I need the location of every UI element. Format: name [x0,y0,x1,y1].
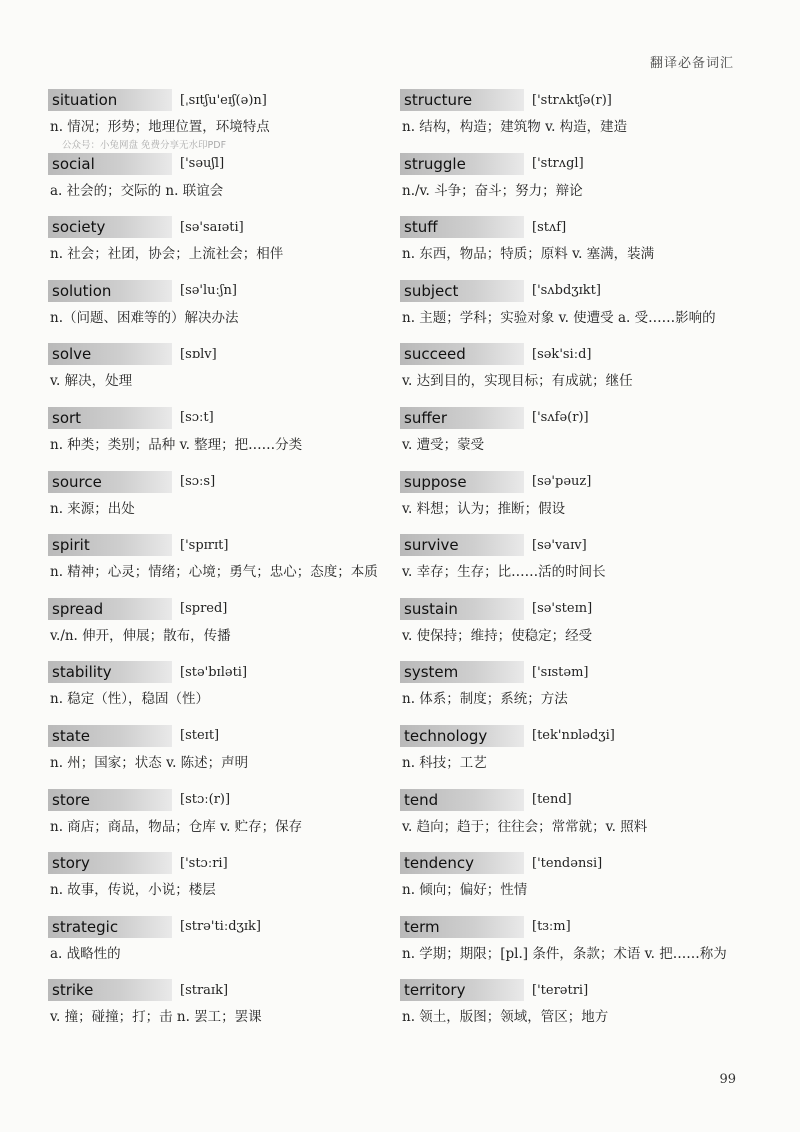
entry-headword-row [48,342,378,366]
definition: a. 战略性的 [50,945,121,962]
definition: a. 社会的；交际的 n. 联谊会 [50,182,224,199]
entry-headword-row [400,279,730,303]
vocab-entry [48,533,378,597]
headword: strategic [48,916,172,938]
headword: source [48,471,172,493]
headword: society [48,216,172,238]
vocab-entry [400,724,730,788]
phonetic-transcription: [spred] [180,601,228,617]
definition: v. 幸存；生存；比……活的时间长 [402,564,606,581]
entry-headword-row [48,406,378,430]
vocab-entry [48,470,378,534]
headword: territory [400,979,524,1001]
vocab-entry [400,88,730,152]
watermark-text: 公众号：小兔网盘 免费分享无水印PDF [62,140,227,151]
vocab-entry [48,279,378,343]
definition: v. 解决，处理 [50,373,133,390]
definition: n. 州；国家；状态 v. 陈述；声明 [50,754,249,771]
entry-headword-row [400,788,730,812]
headword: situation [48,89,172,111]
phonetic-transcription: [tend] [532,792,572,808]
vocab-entry [48,597,378,661]
phonetic-transcription: [strə'tiːdʒɪk] [180,919,261,935]
page-number: 99 [719,1072,736,1087]
phonetic-transcription: [sək'siːd] [532,346,592,362]
phonetic-transcription: ['səuʃl] [180,156,225,172]
vocab-entry [400,915,730,979]
entry-headword-row [400,342,730,366]
entry-headword-row [400,724,730,748]
definition: n. 倾向；偏好；性情 [402,882,528,899]
vocab-entry [48,88,378,152]
headword: spirit [48,534,172,556]
entry-headword-row [400,533,730,557]
definition: n. 学期；期限；[pl.] 条件，条款；术语 v. 把……称为 [402,945,727,962]
headword: spread [48,598,172,620]
headword: sustain [400,598,524,620]
headword: technology [400,725,524,747]
definition: n. 稳定（性），稳固（性） [50,691,210,708]
phonetic-transcription: ['stɔːri] [180,855,228,871]
phonetic-transcription: [sɔːs] [180,474,216,490]
phonetic-transcription: [steɪt] [180,728,220,744]
entry-headword-row [400,88,730,112]
headword: suffer [400,407,524,429]
headword: term [400,916,524,938]
definition: n. 科技；工艺 [402,754,487,771]
vocab-entry [400,342,730,406]
phonetic-transcription: [straɪk] [180,982,229,998]
entry-headword-row [48,660,378,684]
entry-headword-row [400,152,730,176]
entry-headword-row [48,533,378,557]
headword: state [48,725,172,747]
phonetic-transcription: [tek'nɒlədʒi] [532,728,615,744]
definition: n. 社会；社团，协会；上流社会；相伴 [50,246,284,263]
entry-headword-row [48,851,378,875]
phonetic-transcription: ['strʌktʃə(r)] [532,92,612,108]
phonetic-transcription: [stɔː(r)] [180,792,231,808]
phonetic-transcription: ['sʌbdʒɪkt] [532,283,601,299]
phonetic-transcription: ['sʌfə(r)] [532,410,589,426]
phonetic-transcription: [stʌf] [532,219,567,235]
definition: n. 种类；类别；品种 v. 整理；把……分类 [50,436,303,453]
phonetic-transcription: ['tendənsi] [532,855,603,871]
definition: n. 体系；制度；系统；方法 [402,691,568,708]
phonetic-transcription: [stə'bɪləti] [180,664,248,680]
vocab-entry [48,724,378,788]
vocab-entry [400,470,730,534]
vocab-entry [48,215,378,279]
definition: n. 结构，构造；建筑物 v. 构造，建造 [402,119,628,135]
definition: n. 来源；出处 [50,500,135,517]
phonetic-transcription: [sə'luːʃn] [180,283,237,299]
headword: solve [48,343,172,365]
entry-headword-row [48,152,378,176]
phonetic-transcription: [sə'saɪəti] [180,219,244,235]
definition: n. 情况；形势；地理位置，环境特点 [50,119,270,135]
entry-headword-row [400,406,730,430]
headword: sort [48,407,172,429]
headword: structure [400,89,524,111]
phonetic-transcription: ['sɪstəm] [532,664,589,680]
entry-headword-row [48,470,378,494]
entry-headword-row [48,215,378,239]
headword: succeed [400,343,524,365]
left-column [48,88,378,1042]
definition: n. 主题；学科；实验对象 v. 使遭受 a. 受……影响的 [402,309,716,326]
vocab-entry [400,279,730,343]
definition: n. 精神；心灵；情绪；心境；勇气；忠心；态度；本质 [50,564,378,581]
entry-headword-row [400,915,730,939]
definition: n./v. 斗争；奋斗；努力；辩论 [402,182,583,199]
headword: system [400,661,524,683]
phonetic-transcription: ['terətri] [532,982,589,998]
phonetic-transcription: [ˌsɪtʃu'eɪʃ(ə)n] [180,92,267,108]
phonetic-transcription: [sɒlv] [180,346,217,362]
vocab-entry [48,788,378,852]
headword: tendency [400,852,524,874]
entry-headword-row [400,851,730,875]
phonetic-transcription: [sə'vaɪv] [532,537,587,553]
vocab-entry [48,660,378,724]
definition: n. 商店；商品，物品；仓库 v. 贮存；保存 [50,818,303,835]
headword: story [48,852,172,874]
phonetic-transcription: [tɜːm] [532,919,571,935]
definition: n.（问题、困难等的）解决办法 [50,309,239,326]
headword: stuff [400,216,524,238]
vocab-entry [400,660,730,724]
vocab-entry [48,342,378,406]
entry-headword-row [48,88,378,112]
vocab-entry [400,978,730,1042]
headword: survive [400,534,524,556]
definition: v. 使保持；维持；使稳定；经受 [402,627,593,644]
entry-headword-row [400,978,730,1002]
entry-headword-row [48,597,378,621]
vocab-entry [48,915,378,979]
vocab-entry [48,406,378,470]
phonetic-transcription: [sɔːt] [180,410,214,426]
page-header-title: 翻译必备词汇 [649,56,734,71]
vocab-entry [48,152,378,216]
vocab-entry [400,215,730,279]
definition: n. 东西，物品；特质；原料 v. 塞满，装满 [402,246,655,263]
headword: struggle [400,153,524,175]
vocab-entry [400,406,730,470]
vocab-entry [48,851,378,915]
entry-headword-row [48,279,378,303]
headword: subject [400,280,524,302]
headword: strike [48,979,172,1001]
headword: suppose [400,471,524,493]
headword: store [48,789,172,811]
phonetic-transcription: ['strʌgl] [532,156,584,172]
entry-headword-row [400,215,730,239]
vocab-entry [400,851,730,915]
vocab-entry [400,597,730,661]
definition: v. 遭受；蒙受 [402,436,485,453]
vocab-entry [48,978,378,1042]
definition: v./n. 伸开，伸展；散布，传播 [50,627,231,644]
headword: tend [400,789,524,811]
headword: stability [48,661,172,683]
vocab-entry [400,152,730,216]
definition: v. 达到目的，实现目标；有成就；继任 [402,373,633,390]
entry-headword-row [48,724,378,748]
phonetic-transcription: ['spɪrɪt] [180,537,229,553]
headword: social [48,153,172,175]
vocab-entry [400,533,730,597]
definition: v. 撞；碰撞；打；击 n. 罢工；罢课 [50,1009,262,1026]
entry-headword-row [400,660,730,684]
phonetic-transcription: [sə'steɪn] [532,601,593,617]
entry-headword-row [400,470,730,494]
entry-headword-row [400,597,730,621]
entry-headword-row [48,788,378,812]
definition: n. 领土，版图；领域，管区；地方 [402,1009,609,1026]
right-column [400,88,730,1042]
definition: v. 趋向；趋于；往往会；常常就；v. 照料 [402,818,648,835]
phonetic-transcription: [sə'pəuz] [532,474,592,490]
definition: n. 故事，传说，小说；楼层 [50,882,216,899]
entry-headword-row [48,915,378,939]
definition: v. 料想；认为；推断；假设 [402,500,566,517]
entry-headword-row [48,978,378,1002]
headword: solution [48,280,172,302]
vocab-entry [400,788,730,852]
